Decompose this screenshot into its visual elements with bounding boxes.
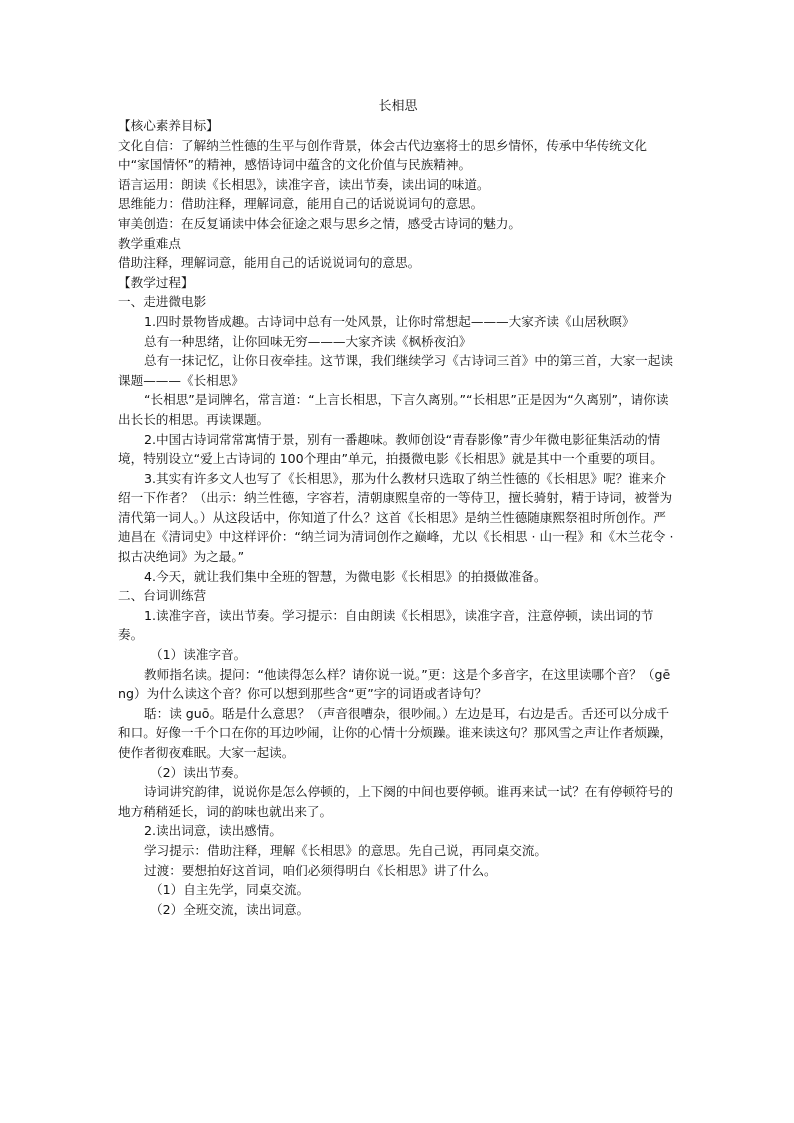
paragraph-line: “长相思”是词牌名，常言道：“上言长相思，下言久离别。”“长相思”正是因为“久离别”，请你读出长长的相思。再读课题。 bbox=[118, 392, 669, 427]
paragraph-line: （2）读出节奏。 bbox=[150, 764, 247, 780]
paragraph-line: 【核心素养目标】 bbox=[118, 118, 219, 133]
paragraph-line: 诗词讲究韵律，说说你是怎么停顿的，上下阕的中间也要停顿。谁再来试一试？在有停顿符号的地方稍稍延长，词的韵味也就出来了。 bbox=[118, 784, 673, 819]
paragraph-line: 思维能力：借助注释，理解词意，能用自己的话说说词句的意思。 bbox=[118, 196, 484, 212]
paragraph-line: 4.今天，就让我们集中全班的智慧，为微电影《长相思》的拍摄做准备。 bbox=[144, 568, 547, 584]
paragraph-line: 语言运用：朗读《长相思》，读准字音，读出节奏，读出词的味道。 bbox=[118, 176, 490, 192]
paragraph-line: 聒：读 guō。聒是什么意思？（声音很嘈杂，很吵闹。）左边是耳，右边是舌。舌还可以分成千和口。好像一千个口在你的耳边吵闹，让你的心情十分烦躁。谁来读这句？那风雪之声让作者烦躁，使作者彻夜难眠。大家一起读。 bbox=[118, 705, 673, 760]
paragraph-line: 一、走进微电影 bbox=[118, 294, 207, 310]
document-body bbox=[118, 116, 678, 919]
paragraph-line: 文化自信：了解纳兰性德的生平与创作背景，体会古代边塞将士的思乡情怀，传承中华传统文化中“家国情怀”的精神，感悟诗词中蕴含的文化价值与民族精神。 bbox=[118, 137, 647, 173]
paragraph-line: 2.读出词意，读出感情。 bbox=[144, 823, 282, 839]
paragraph-line: 1.四时景物皆成趣。古诗词中总有一处风景，让你时常想起———大家齐读《山居秋暝》 bbox=[144, 313, 635, 329]
paragraph-line: （2）全班交流，读出词意。 bbox=[150, 901, 310, 917]
paragraph-line: 1.读准字音，读出节奏。学习提示：自由朗读《长相思》，读准字音，注意停顿，读出词的节奏。 bbox=[118, 607, 654, 643]
paragraph-line: 教师指名读。提问：“他读得怎么样？请你说一说。”更：这是个多音字，在这里读哪个音？（gēng）为什么读这个音？你可以想到那些含“更”字的词语或者诗句？ bbox=[118, 666, 671, 702]
paragraph-line: 学习提示：借助注释，理解《长相思》的意思。先自己说，再同桌交流。 bbox=[144, 842, 547, 858]
paragraph-line: 过渡：要想拍好这首词，咱们必须得明白《长相思》讲了什么。 bbox=[144, 862, 497, 878]
paragraph-line: 总有一抹记忆，让你日夜牵挂。这节课，我们继续学习《古诗词三首》中的第三首，大家一起读课题———《长相思》 bbox=[118, 353, 673, 388]
paragraph-line: 【教学过程】 bbox=[118, 274, 194, 290]
paragraph-line: 总有一种思绪，让你回味无穷———大家齐读《枫桥夜泊》 bbox=[144, 333, 472, 349]
paragraph-line: 二、台词训练营 bbox=[118, 588, 207, 604]
document-title: 长相思 bbox=[378, 99, 418, 114]
paragraph-line: 教学重难点 bbox=[118, 235, 181, 251]
paragraph-line: 审美创造：在反复诵读中体会征途之艰与思乡之情，感受古诗词的魅力。 bbox=[118, 215, 521, 231]
paragraph-line: （1）自主先学，同桌交流。 bbox=[150, 882, 310, 898]
paragraph-line: 借助注释，理解词意，能用自己的话说说词句的意思。 bbox=[118, 255, 421, 271]
paragraph-line: 2.中国古诗词常常寓情于景，别有一番趣味。教师创设“青春影像”青少年微电影征集活动的情境，特别设立“爱上古诗词的 100个理由”单元，拍摄微电影《长相思》就是其中一个重要的项目。 bbox=[118, 431, 663, 467]
document-page bbox=[118, 97, 678, 919]
paragraph-line: （1）读准字音。 bbox=[150, 647, 247, 663]
paragraph-line: 3.其实有许多文人也写了《长相思》，那为什么教材只选取了纳兰性德的《长相思》呢？谁来介绍一下作者？（出示：纳兰性德，字容若，清朝康熙皇帝的一等侍卫，擅长骑射，精于诗词，被誉为清代第一词人。）从这段话中，你知道了什么？这首《长相思》是纳兰性德随康熙祭祖时所创作。严迪昌在《清词史》中这样评价：“纳兰词为清词创作之巅峰，尤以《长相思 · 山一程》和《木兰花令 · 拟古决绝词》为之最。” bbox=[118, 470, 678, 565]
